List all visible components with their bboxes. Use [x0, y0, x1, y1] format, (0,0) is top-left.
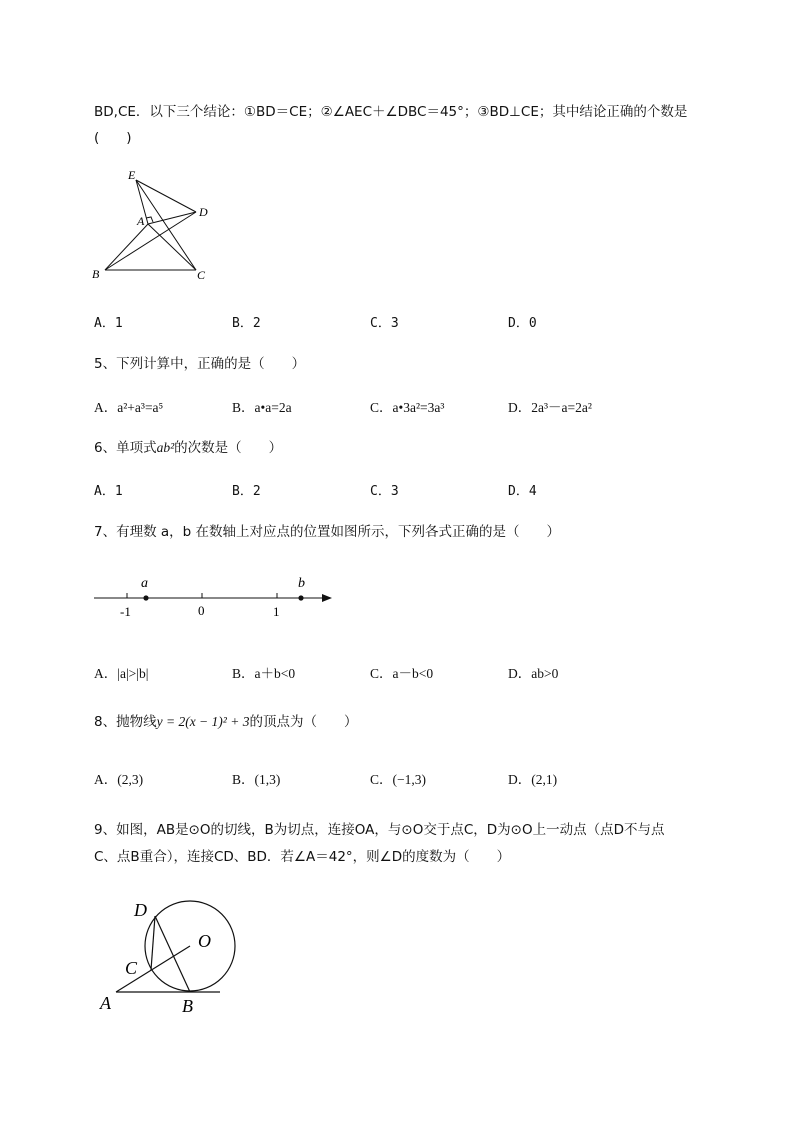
- q7-point-b: [298, 595, 303, 600]
- q6-monomial: ab²: [156, 440, 175, 455]
- q4-label-A: A: [137, 214, 145, 228]
- q9-label-B: B: [182, 996, 193, 1016]
- q6-stem-prefix: 6、单项式: [94, 440, 157, 456]
- q9-stem-line1: 9、如图，AB是⊙O的切线，B为切点，连接OA，与⊙O交于点C，D为⊙O上一动点（点D不与点: [94, 822, 665, 838]
- q5-option-a: A．a²+a³=a⁵: [94, 400, 164, 415]
- q5-option-d: D．2a³－a=2a²: [508, 400, 592, 415]
- q6-stem: [94, 436, 282, 456]
- q7-option-d: D．ab>0: [508, 666, 559, 681]
- q4-label-D: D: [199, 205, 208, 219]
- q4-label-C: C: [197, 268, 206, 282]
- q6-option-a: A．1: [94, 484, 123, 499]
- q7-label-a: a: [141, 576, 148, 591]
- q5-stem: 5、下列计算中，正确的是（ ）: [94, 356, 306, 372]
- q4-label-B: B: [92, 267, 100, 281]
- q4-option-d: D．0: [508, 316, 537, 331]
- q4-label-E: E: [128, 168, 136, 182]
- q5-option-c: C．a•3a²=3a³: [370, 400, 445, 415]
- q7-tick-0: 0: [198, 603, 205, 618]
- q6-option-d: D．4: [508, 484, 537, 499]
- q7-point-a: [143, 595, 148, 600]
- q5-option-b: B．a•a=2a: [232, 400, 292, 415]
- q6-option-c: C．3: [370, 484, 399, 499]
- q9-stem-line2: C、点B重合），连接CD、BD．若∠A＝42°，则∠D的度数为（ ）: [94, 849, 511, 865]
- q9-label-C: C: [125, 958, 138, 978]
- q7-tick-1: 1: [273, 604, 280, 619]
- q8-stem: [94, 710, 357, 730]
- q4-option-b: B．2: [232, 316, 261, 331]
- q4-option-c: C．3: [370, 316, 399, 331]
- q8-option-a: A．(2,3): [94, 772, 144, 787]
- q7-label-b: b: [298, 576, 305, 591]
- q9-label-O: O: [198, 931, 211, 951]
- q7-option-b: B．a＋b<0: [232, 666, 296, 681]
- q8-option-c: C．(−1,3): [370, 772, 426, 787]
- q7-number-line: [88, 570, 348, 630]
- q7-stem: 7、有理数 a，b 在数轴上对应点的位置如图所示，下列各式正确的是（ ）: [94, 524, 561, 540]
- q4-stem-line1: BD,CE．以下三个结论：①BD＝CE；②∠AEC＋∠DBC＝45°；③BD⊥CE；其中结论正确的个数是: [94, 104, 688, 120]
- q9-label-A: A: [100, 993, 111, 1013]
- q7-option-c: C．a－b<0: [370, 666, 434, 681]
- q4-answer-paren: ( ): [94, 130, 132, 146]
- q6-option-b: B．2: [232, 484, 261, 499]
- q9-label-D: D: [134, 900, 147, 920]
- q8-stem-prefix: 8、抛物线: [94, 714, 157, 730]
- q8-option-b: B．(1,3): [232, 772, 281, 787]
- q8-parabola-expr: y = 2(x − 1)² + 3: [156, 714, 250, 729]
- q8-option-d: D．(2,1): [508, 772, 558, 787]
- q6-stem-suffix: 的次数是（ ）: [174, 440, 283, 456]
- q4-option-a: A．1: [94, 316, 123, 331]
- q4-triangle-figure: [88, 165, 218, 285]
- q8-stem-suffix: 的顶点为（ ）: [249, 714, 358, 730]
- q9-circle-tangent-figure: [94, 892, 254, 1022]
- q7-option-a: A．|a|>|b|: [94, 666, 149, 681]
- q7-tick-neg1: -1: [120, 604, 131, 619]
